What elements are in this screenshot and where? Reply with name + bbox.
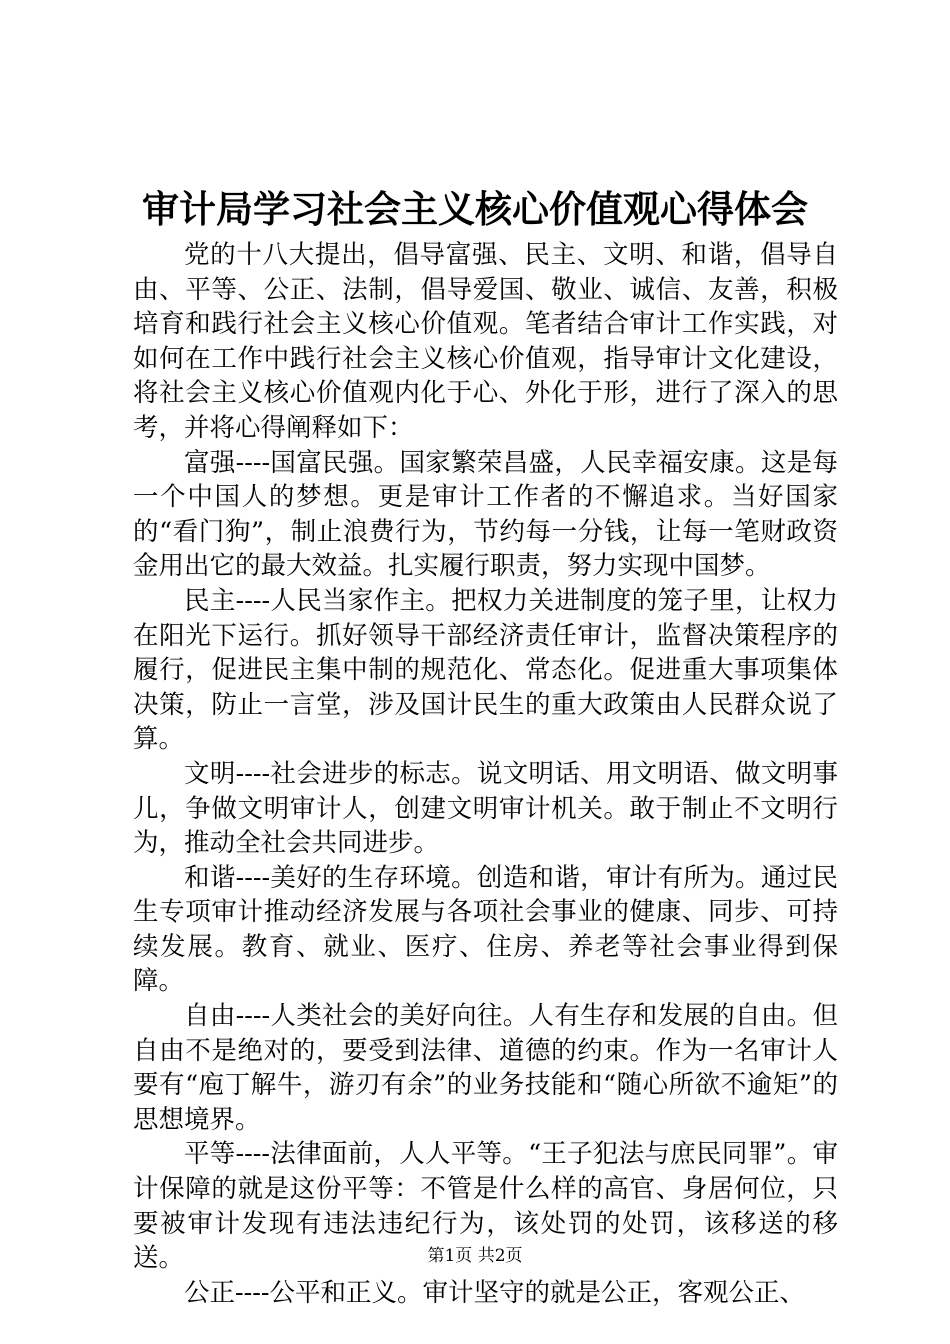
document-title: 审计局学习社会主义核心价值观心得体会	[142, 188, 808, 231]
paragraph-justice: 公正----公平和正义。审计坚守的就是公正，客观公正、	[184, 1277, 805, 1308]
paragraph-democracy: 民主----人民当家作主。把权力关进制度的笼子里，让权力在阳光下运行。抓好领导干部经济责任审计，监督决策程序的履行，促进民主集中制的规范化、常态化。促进重大事项集体决策，防止一言堂，涉及国计民生的重大政策由人民群众说了算。	[133, 585, 838, 755]
page-number-footer: 第1页 共2页	[427, 1246, 523, 1266]
paragraph-civility: 文明----社会进步的标志。说文明话、用文明语、做文明事儿，争做文明审计人，创建文明审计机关。敢于制止不文明行为，推动全社会共同进步。	[133, 758, 838, 859]
paragraph-prosperity: 富强----国富民强。国家繁荣昌盛，人民幸福安康。这是每一个中国人的梦想。更是审计工作者的不懈追求。当好国家的“看门狗”，制止浪费行为，节约每一分钱，让每一笔财政资金用出它的最大效益。扎实履行职责，努力实现中国梦。	[133, 447, 838, 582]
paragraph-intro: 党的十八大提出，倡导富强、民主、文明、和谐，倡导自由、平等、公正、法制，倡导爱国、敬业、诚信、友善，积极培育和践行社会主义核心价值观。笔者结合审计工作实践，对如何在工作中践行社会主义核心价值观，指导审计文化建设，将社会主义核心价值观内化于心、外化于形，进行了深入的思考，并将心得阐释如下：	[133, 240, 838, 443]
paragraph-equality: 平等----法律面前，人人平等。“王子犯法与庶民同罪”。审计保障的就是这份平等：不管是什么样的高官、身居何位，只要被审计发现有违法违纪行为，该处罚的处罚，该移送的移送。	[133, 1139, 838, 1274]
paragraph-harmony: 和谐----美好的生存环境。创造和谐，审计有所为。通过民生专项审计推动经济发展与各项社会事业的健康、同步、可持续发展。教育、就业、医疗、住房、养老等社会事业得到保障。	[133, 862, 838, 997]
paragraph-freedom: 自由----人类社会的美好向往。人有生存和发展的自由。但自由不是绝对的，要受到法律、道德的约束。作为一名审计人要有“庖丁解牛，游刃有余”的业务技能和“随心所欲不逾矩”的思想境界。	[133, 1001, 838, 1135]
document-body	[133, 238, 838, 1310]
